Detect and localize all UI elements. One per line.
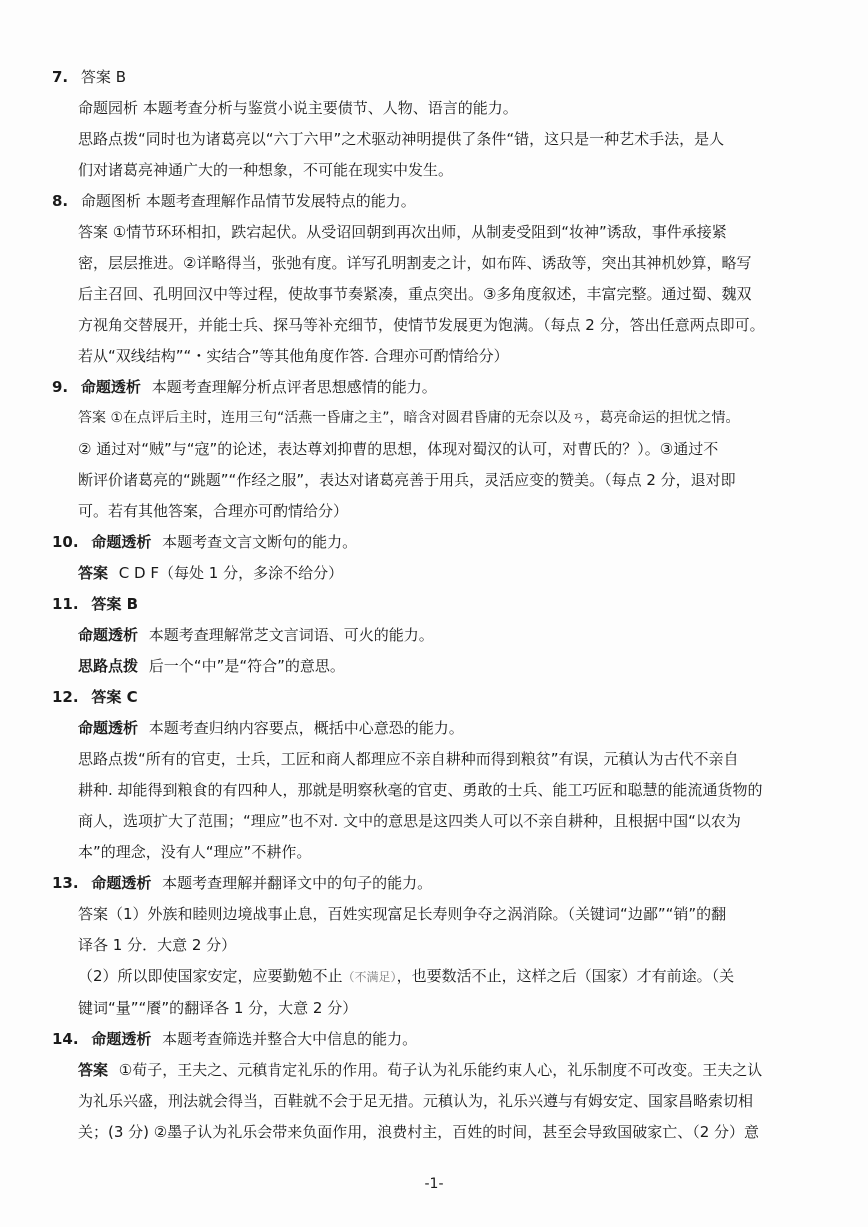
answer-line: ①荀子，王夫之、元稹肯定礼乐的作用。荀子认为礼乐能约束人心，礼乐制度不可改变。王夫之认: [118, 1061, 763, 1079]
question-number: 8.: [52, 192, 69, 210]
analysis-line: 命题园析 本题考查分析与鉴赏小说主要债节、人物、语言的能力。: [78, 99, 518, 117]
answer-line: C D F（每处 1 分，多涂不给分）: [118, 564, 344, 582]
hint-line: 本”的理念，没有人“理应”不耕作。: [78, 843, 312, 861]
section-label: 命题透析: [78, 719, 139, 737]
answer-line: ，也要数活不止，这样之后（国家）才有前途。（关: [396, 967, 735, 985]
section-label: 答案: [78, 564, 109, 582]
section-label: 答案: [78, 1061, 109, 1079]
question-number: 7.: [52, 68, 69, 86]
answer-content: [52, 62, 822, 1148]
answer-line: 关；(3 分) ②墨子认为礼乐会带来负面作用，浪费村主，百姓的时间，甚至会导致国破家亡、（2 分）意: [78, 1123, 760, 1141]
hint-line: 们对诸葛亮神通广大的一种想象，不可能在现实中发生。: [78, 161, 454, 179]
answer-line: 答案 B: [91, 595, 139, 613]
hint-line: 思路点拨“所有的官吏，士兵，工匠和商人都理应不亲自耕种而得到粮贫”有误，元稹认为古代不亲自: [78, 750, 739, 768]
section-label: 思路点拨: [78, 657, 139, 675]
section-label: 命题透析: [91, 874, 152, 892]
answer-line: 后主召回、孔明回汉中等过程，使故事节奏紧凑，重点突出。③多角度叙述，丰富完整。通过蜀、魏双: [78, 285, 752, 303]
question-14: [52, 1024, 822, 1148]
question-10: [52, 527, 822, 589]
analysis-line: 本题考查归纳内容要点，概括中心意恐的能力。: [148, 719, 464, 737]
section-label: 命题透析: [91, 533, 152, 551]
question-7: [52, 62, 822, 186]
section-label: 命题透析: [78, 626, 139, 644]
answer-line: 键词“量”“餍”的翻译各 1 分，大意 2 分）: [78, 999, 358, 1017]
answer-line: 若从“双线结构”“・实结合”等其他角度作答. 合理亦可酌情给分）: [78, 347, 509, 365]
question-number: 14.: [52, 1030, 79, 1048]
question-11: [52, 589, 822, 682]
analysis-line: 本题考查文言文断句的能力。: [162, 533, 358, 551]
question-number: 10.: [52, 533, 79, 551]
analysis-line: 本题考查理解常芝文言词语、可火的能力。: [148, 626, 434, 644]
question-9: [52, 372, 822, 527]
answer-line: 答案 C: [91, 688, 138, 706]
hint-line: 思路点拨“同时也为诸葛亮以“六丁六甲”之术驱动神明提供了条件“错，这只是一种艺术手法，是人: [78, 130, 725, 148]
answer-line: 断评价诸葛亮的“跳题”“作经之服”，表达对诸葛亮善于用兵，灵活应变的赞美。（每点 2 分，退对即: [78, 471, 736, 489]
answer-line: 可。若有其他答案，合理亦可酌情给分）: [78, 502, 349, 520]
question-number: 11.: [52, 595, 79, 613]
answer-line: 答案 B: [80, 68, 126, 86]
question-8: [52, 186, 822, 372]
answer-line: 答案 ①情节环环相扣，跌宕起伏。从受诏回朝到再次出师，从制麦受阻到“妆神”诱敌，事件承接紧: [78, 223, 727, 241]
answer-line: （2）所以即使国家安定，应要勤勉不止: [78, 967, 343, 985]
section-label: 命题透析: [91, 1030, 152, 1048]
question-number: 12.: [52, 688, 79, 706]
answer-line: 答案 ①在点评后主时，连用三句“活燕一昏庸之主”，暗含对圆君昏庸的无奈以及ㄢ，葛亮命运的担忧之情。: [78, 410, 740, 426]
hint-line: 后一个“中”是“符合”的意思。: [148, 657, 345, 675]
answer-line: 密，层层推进。②详略得当，张弛有度。详写孔明割麦之计，如布阵、诱敌等，突出其神机妙算，略写: [78, 254, 752, 272]
analysis-line: 本题考查理解分析点评者思想感情的能力。: [151, 378, 437, 396]
analysis-line: 本题考查筛选并整合大中信息的能力。: [162, 1030, 418, 1048]
answer-line: 为礼乐兴盛，刑法就会得当，百鞋就不会于足无措。元稹认为，礼乐兴遵与有姆安定、国家昌略索切相: [78, 1092, 754, 1110]
analysis-line: 本题考查理解并翻译文中的句子的能力。: [162, 874, 433, 892]
question-12: [52, 682, 822, 868]
page-number: -1-: [424, 1176, 444, 1192]
overlay-text: （不满足）: [342, 970, 397, 984]
answer-line: 答案（1）外族和睦则边境战事止息，百姓实现富足长寿则争夺之涡消除。（关键词“边鄙”“销”的翻: [78, 905, 727, 923]
question-number: 13.: [52, 874, 79, 892]
answer-line: 译各 1 分．大意 2 分）: [78, 936, 237, 954]
hint-line: 商人，选项扩大了范围；“理应”也不对. 文中的意思是这四类人可以不亲自耕种，且根据中国“以农为: [78, 812, 741, 830]
hint-line: 耕种. 却能得到粮食的有四种人，那就是明察秋毫的官吏、勇敢的士兵、能工巧匠和聪慧的能流通货物的: [78, 781, 763, 799]
question-13: [52, 868, 822, 1024]
answer-line: 方视角交替展开，并能士兵、探马等补充细节，使情节发展更为饱满。（每点 2 分，答出任意两点即可。: [78, 316, 765, 334]
analysis-line: 命题图析 本题考查理解作品情节发展特点的能力。: [80, 192, 416, 210]
section-label: 命题透析: [80, 378, 141, 396]
answer-line: ② 通过对“贼”与“寇”的论述，表达尊刘抑曹的思想，体现对蜀汉的认可，对曹氏的？）。③通过不: [78, 440, 719, 458]
question-number: 9.: [52, 378, 69, 396]
